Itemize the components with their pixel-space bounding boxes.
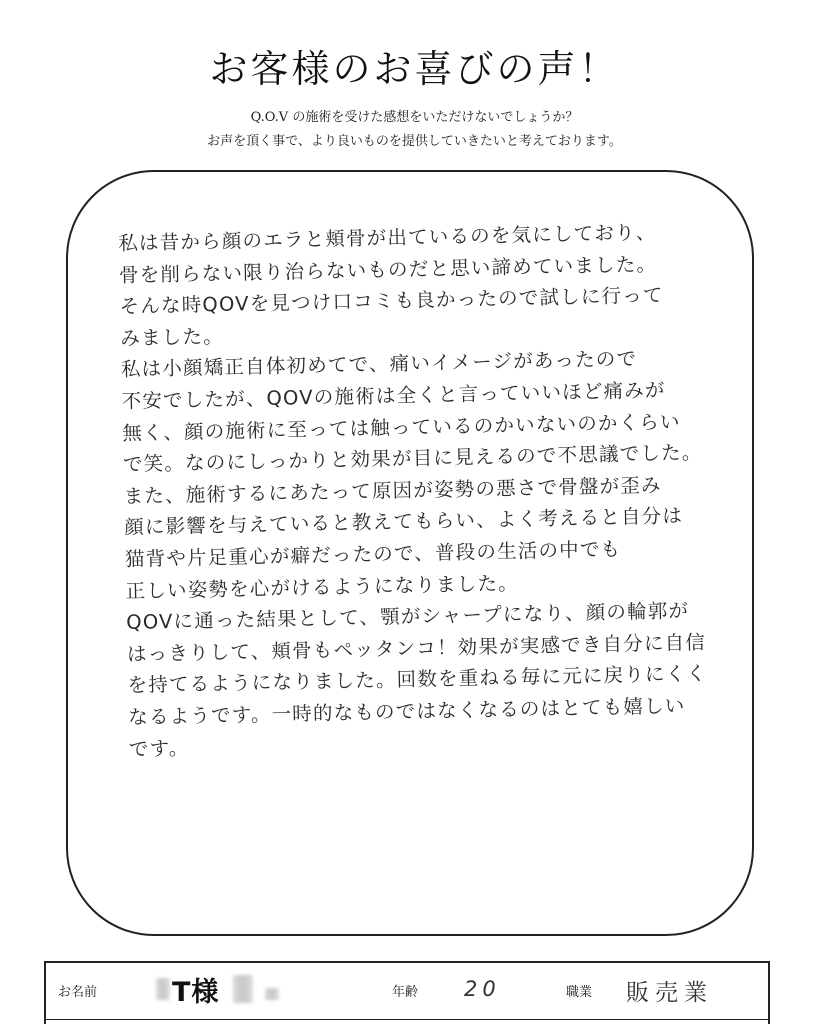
comment-line: 私は小顔矯正自体初めてで、痛いイメージがあったので (120, 347, 638, 382)
occupation-value: 販売業 (626, 980, 713, 1006)
customer-name: T様 (172, 976, 220, 1008)
subtitle-line-2: お声を頂く事で、より良いものを提供していきたいと考えております。 (207, 134, 622, 149)
age-value: 20 (464, 977, 501, 1001)
comment-line: 猫背や片足重心が癖だったので、普段の生活の中でも (124, 537, 622, 571)
page-title: お客様のお喜びの声！ (209, 47, 620, 91)
redaction-blur (265, 988, 279, 1000)
comment-line: 私は昔から顔のエラと頬骨が出ているのを気にしており、 (118, 220, 657, 255)
redaction-blur (156, 978, 170, 1000)
name-label: お名前 (58, 985, 98, 1000)
comment-line: 無く、顔の施術に至っては触っているのかいないのかくらい (122, 409, 681, 445)
customer-info-table (44, 961, 770, 1024)
comment-line: で笑。なのにしっかりと効果が目に見えるので不思議でした。 (122, 440, 703, 477)
occupation-label: 職業 (566, 985, 593, 1000)
comment-line: はっきりして、頬骨もペッタンコ！効果が実感でき自分に自信 (126, 630, 707, 666)
comment-line: 骨を削らない限り治らないものだと思い諦めていました。 (118, 252, 658, 287)
name-field (156, 969, 279, 1009)
age-label: 年齢 (392, 985, 419, 1000)
comment-line: を持てるようになりました。回数を重ねる毎に元に戻りにくく (127, 662, 708, 698)
comment-line: なるようです。一時的なものではなくなるのはとても嬉しい (128, 694, 686, 729)
subtitle-line-1: Q.O.V の施術を受けた感想をいただけないでしょうか？ (250, 110, 579, 125)
table-divider (46, 1019, 768, 1020)
comment-line: 顔に影響を与えていると教えてもらい、よく考えると自分は (124, 504, 684, 540)
comment-line: また、施術するにあたって原因が姿勢の悪さで骨盤が歪み (123, 473, 662, 508)
comment-line: 正しい姿勢を心がけるようになりました。 (125, 571, 520, 603)
comment-line: 不安でしたが、QOVの施術は全くと言っていいほど痛みが (121, 378, 666, 413)
comment-line: みました。 (120, 324, 225, 350)
handwritten-comment (118, 215, 729, 765)
comment-line: QOVに通った結果として、顎がシャープになり、顔の輪郭が (126, 599, 690, 635)
comment-line: です。 (128, 736, 190, 761)
comment-line: そんな時QOVを見つけ口コミも良かったので試しに行って (119, 283, 664, 319)
redaction-blur (233, 975, 253, 1003)
